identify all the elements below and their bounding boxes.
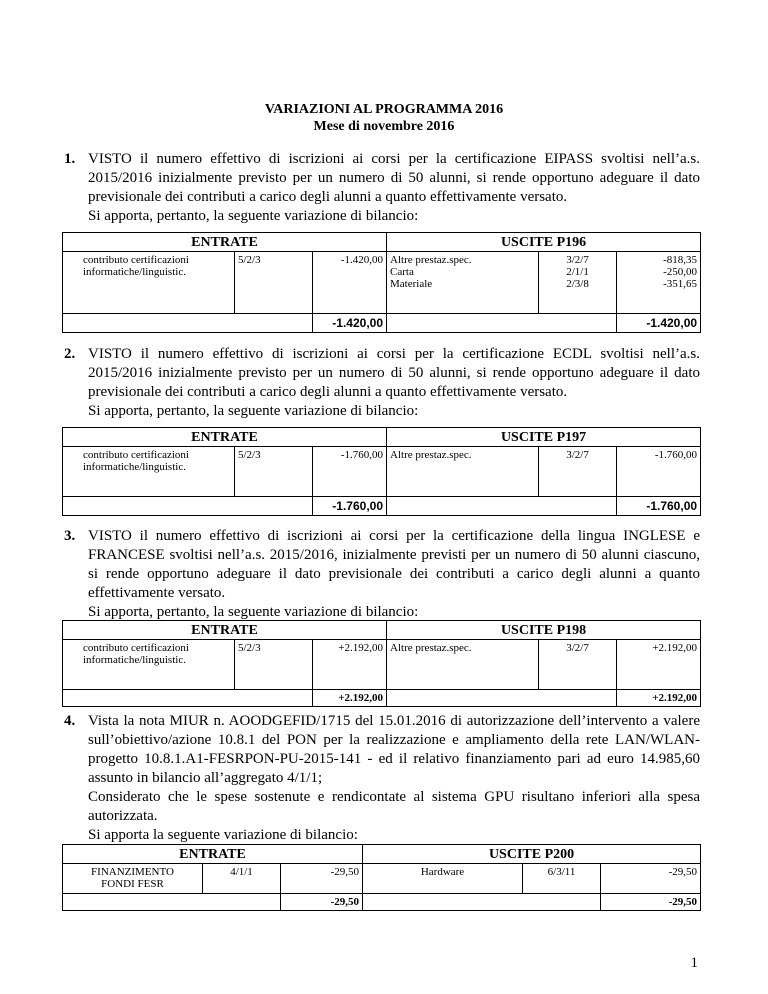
item-1: [64, 150, 700, 226]
entrate-amount: -29,50: [281, 864, 363, 894]
uscite-header: USCITE P200: [363, 845, 701, 864]
entrate-total: -1.420,00: [313, 314, 387, 333]
item-note: Si apporta, pertanto, la seguente variazione di bilancio:: [88, 403, 419, 419]
item-number: 3.: [64, 528, 76, 544]
uscite-header: USCITE P197: [387, 428, 701, 447]
item-number: 1.: [64, 151, 76, 167]
item-text: VISTO il numero effettivo di iscrizioni ai corsi per la certificazione della lingua INGLESE e FRANCESE svoltisi nell’a.s. 2015/2016, inizialmente previsti per un numero di 50 alunni ciascuno, si rende opportuno adeguare il dato previsionale dei contributi a carico degli alunni a quanto effettivamente versato.: [88, 528, 700, 601]
uscite-total: +2.192,00: [617, 690, 701, 707]
uscite-amount: -29,50: [601, 864, 701, 894]
uscite-amount: -1.760,00: [617, 447, 701, 497]
item-note: Si apporta, pertanto, la seguente variazione di bilancio:: [88, 208, 419, 224]
uscite-code: 6/3/11: [523, 864, 601, 894]
uscite-total: -1.420,00: [617, 314, 701, 333]
item-text: Vista la nota MIUR n. AOODGEFID/1715 del 15.01.2016 di autorizzazione dell’intervento a valere sull’obiettivo/azione 10.8.1 del PON per la realizzazione e ampliamento della rete LAN/WLAN- progetto 10.8.1.A1-FESRPON-PU-2015-141 - ed il relativo finanziamento pari ad euro 14.985,60 assunto in bilancio all’aggregato 4/1/1;: [88, 713, 700, 786]
uscite-description: Altre prestaz.spec. Carta Materiale: [387, 252, 539, 314]
item-number: 2.: [64, 346, 76, 362]
entrate-code: 5/2/3: [235, 447, 313, 497]
entrate-header: ENTRATE: [63, 621, 387, 640]
entrate-description: contributo certificazioni informatiche/linguistic.: [63, 640, 235, 690]
entrate-header: ENTRATE: [63, 845, 363, 864]
entrate-total: -1.760,00: [313, 497, 387, 516]
entrate-header: ENTRATE: [63, 428, 387, 447]
document-subtitle: Mese di novembre 2016: [313, 119, 455, 134]
entrate-amount: -1.760,00: [313, 447, 387, 497]
uscite-amount: -818,35 -250,00 -351,65: [617, 252, 701, 314]
budget-table-3: [62, 620, 701, 707]
item-note: Si apporta la seguente variazione di bilancio:: [88, 827, 358, 843]
uscite-total: -29,50: [601, 894, 701, 911]
item-text: VISTO il numero effettivo di iscrizioni ai corsi per la certificazione EIPASS svoltisi nell’a.s. 2015/2016 inizialmente previsto per un numero di 50 alunni, si rende opportuno adeguare il dato previsionale dei contributi a carico degli alunni a quanto effettivamente versato.: [88, 151, 700, 205]
entrate-total: -29,50: [281, 894, 363, 911]
uscite-code: 3/2/7: [539, 447, 617, 497]
item-considerato: Considerato che le spese sostenute e rendicontate al sistema GPU risultano inferiori alla spesa autorizzata.: [88, 789, 700, 824]
uscite-description: Hardware: [363, 864, 523, 894]
entrate-amount: -1.420,00: [313, 252, 387, 314]
uscite-description: Altre prestaz.spec.: [387, 640, 539, 690]
document-title: VARIAZIONI AL PROGRAMMA 2016: [264, 102, 504, 117]
item-text: VISTO il numero effettivo di iscrizioni ai corsi per la certificazione ECDL svoltisi nell’a.s. 2015/2016 inizialmente previsto per un numero di 50 alunni, si rende opportuno adeguare il dato previsionale dei contributi a carico degli alunni a quanto effettivamente versato.: [88, 346, 700, 400]
uscite-code: 3/2/7: [539, 640, 617, 690]
budget-table-2: [62, 427, 701, 516]
entrate-description: contributo certificazioni informatiche/linguistic.: [63, 447, 235, 497]
item-number: 4.: [64, 713, 76, 729]
item-4: [64, 712, 700, 845]
entrate-code: 4/1/1: [203, 864, 281, 894]
page-number: 1: [690, 955, 698, 971]
entrate-amount: +2.192,00: [313, 640, 387, 690]
budget-table-4: [62, 844, 701, 911]
uscite-amount: +2.192,00: [617, 640, 701, 690]
item-note: Si apporta, pertanto, la seguente variazione di bilancio:: [88, 604, 419, 620]
uscite-description: Altre prestaz.spec.: [387, 447, 539, 497]
item-2: [64, 345, 700, 421]
uscite-total: -1.760,00: [617, 497, 701, 516]
uscite-header: USCITE P198: [387, 621, 701, 640]
uscite-code: 3/2/7 2/1/1 2/3/8: [539, 252, 617, 314]
entrate-description: contributo certificazioni informatiche/linguistic.: [63, 252, 235, 314]
entrate-description: FINANZIMENTO FONDI FESR: [63, 864, 203, 894]
entrate-code: 5/2/3: [235, 640, 313, 690]
item-3: [64, 527, 700, 622]
budget-table-1: [62, 232, 701, 333]
entrate-header: ENTRATE: [63, 233, 387, 252]
entrate-total: +2.192,00: [313, 690, 387, 707]
uscite-header: USCITE P196: [387, 233, 701, 252]
entrate-code: 5/2/3: [235, 252, 313, 314]
